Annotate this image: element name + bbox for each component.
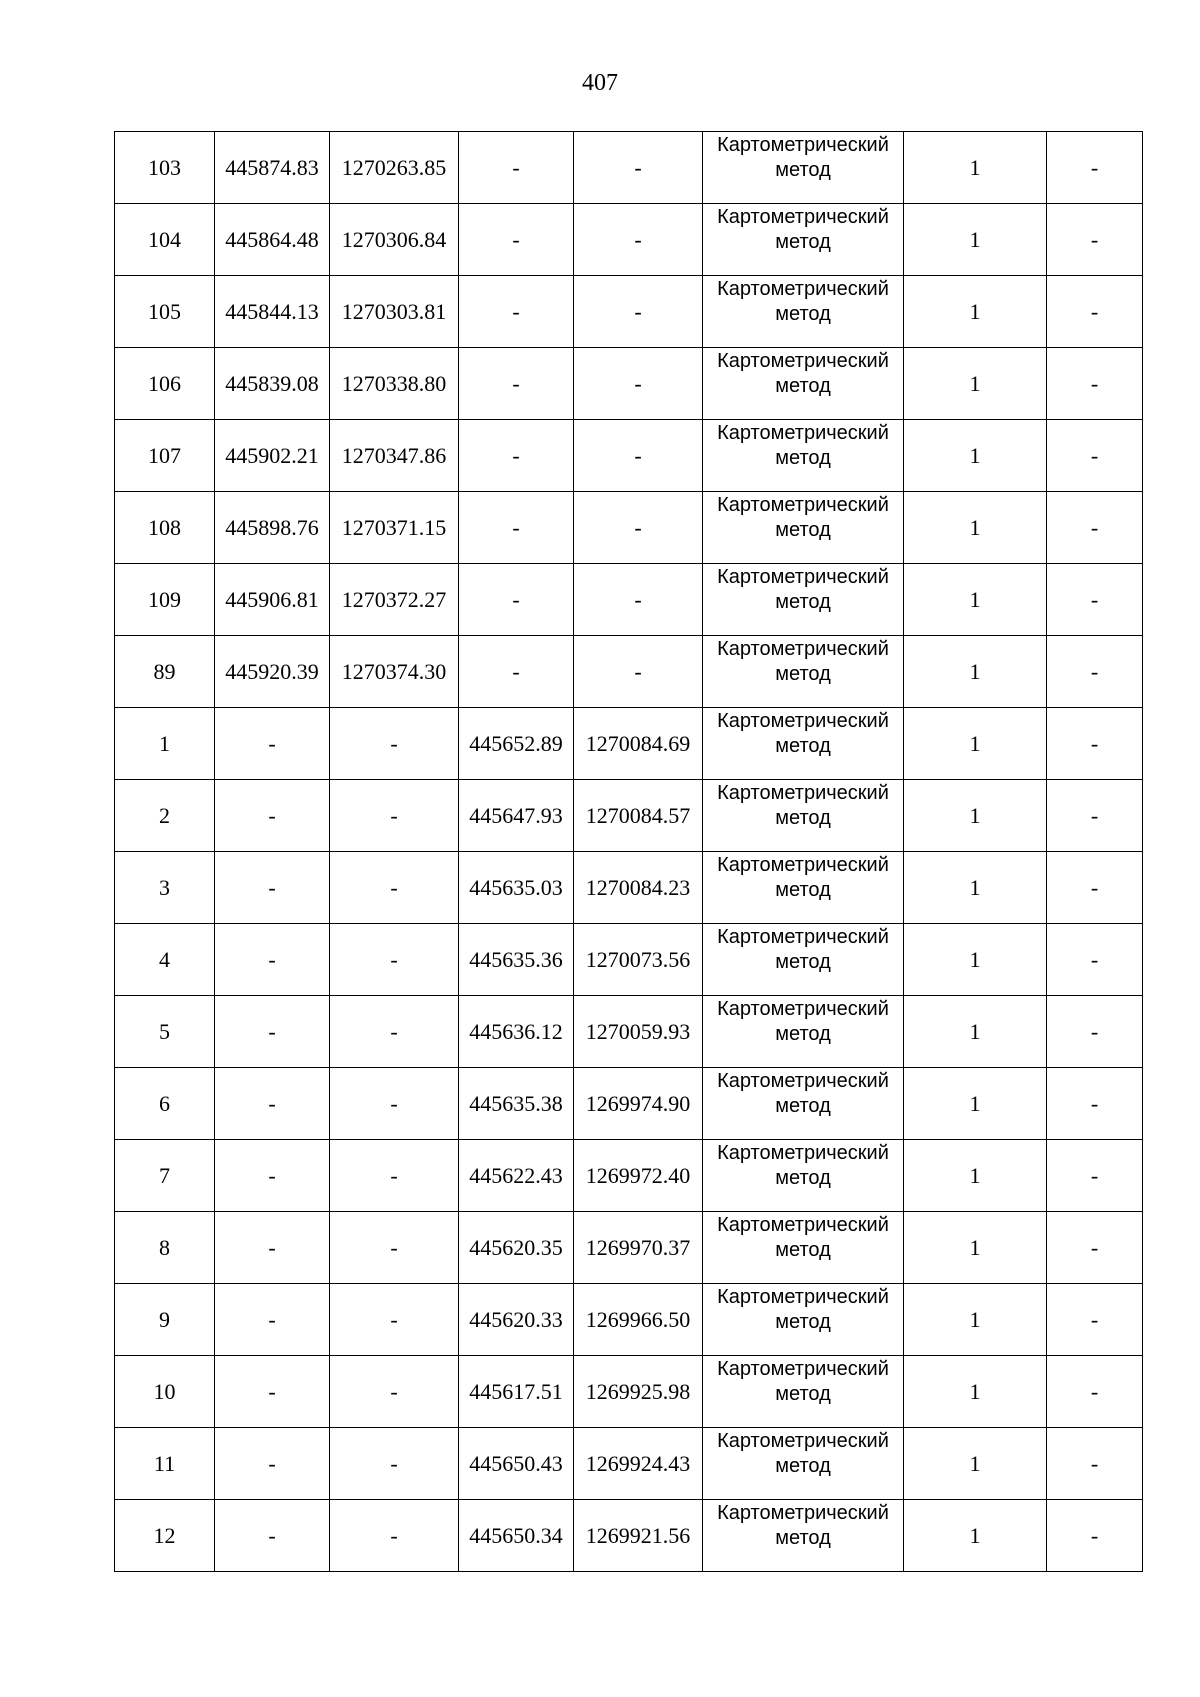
- table-row: [115, 348, 1143, 420]
- y-existing-cell: -: [330, 1068, 459, 1140]
- x-existing-cell: -: [215, 1140, 330, 1212]
- point-number-cell: 6: [115, 1068, 215, 1140]
- table-row: [115, 852, 1143, 924]
- accuracy-cell: 1: [904, 1212, 1047, 1284]
- x-existing-cell: -: [215, 924, 330, 996]
- note-cell: -: [1047, 420, 1143, 492]
- accuracy-cell: 1: [904, 132, 1047, 204]
- method-line-1: Картометрический: [717, 1214, 889, 1236]
- point-number-cell: 106: [115, 348, 215, 420]
- method-line-2: метод: [775, 303, 831, 325]
- point-number-cell: 4: [115, 924, 215, 996]
- y-new-cell: -: [574, 276, 703, 348]
- y-existing-cell: 1270338.80: [330, 348, 459, 420]
- note-cell: -: [1047, 492, 1143, 564]
- method-line-1: Картометрический: [717, 782, 889, 804]
- table-row: [115, 276, 1143, 348]
- note-cell: -: [1047, 636, 1143, 708]
- x-new-cell: 445650.34: [459, 1500, 574, 1572]
- table-row: [115, 636, 1143, 708]
- method-cell: [703, 1068, 904, 1140]
- x-new-cell: -: [459, 564, 574, 636]
- method-line-1: Картометрический: [717, 710, 889, 732]
- note-cell: -: [1047, 1428, 1143, 1500]
- note-cell: -: [1047, 1068, 1143, 1140]
- x-new-cell: 445617.51: [459, 1356, 574, 1428]
- table-row: [115, 1500, 1143, 1572]
- table-body: [115, 132, 1143, 1572]
- x-existing-cell: 445920.39: [215, 636, 330, 708]
- accuracy-cell: 1: [904, 708, 1047, 780]
- y-new-cell: 1270084.23: [574, 852, 703, 924]
- y-existing-cell: 1270303.81: [330, 276, 459, 348]
- method-line-2: метод: [775, 663, 831, 685]
- point-number-cell: 108: [115, 492, 215, 564]
- method-cell: [703, 492, 904, 564]
- method-line-2: метод: [775, 231, 831, 253]
- accuracy-cell: 1: [904, 1356, 1047, 1428]
- y-existing-cell: -: [330, 852, 459, 924]
- method-line-2: метод: [775, 1167, 831, 1189]
- point-number-cell: 105: [115, 276, 215, 348]
- note-cell: -: [1047, 852, 1143, 924]
- point-number-cell: 109: [115, 564, 215, 636]
- y-new-cell: 1270059.93: [574, 996, 703, 1068]
- point-number-cell: 103: [115, 132, 215, 204]
- y-existing-cell: -: [330, 924, 459, 996]
- method-line-1: Картометрический: [717, 1070, 889, 1092]
- method-line-2: метод: [775, 879, 831, 901]
- method-cell: [703, 1140, 904, 1212]
- accuracy-cell: 1: [904, 924, 1047, 996]
- note-cell: -: [1047, 996, 1143, 1068]
- point-number-cell: 1: [115, 708, 215, 780]
- y-existing-cell: -: [330, 1284, 459, 1356]
- x-existing-cell: -: [215, 1068, 330, 1140]
- y-new-cell: 1270084.69: [574, 708, 703, 780]
- note-cell: -: [1047, 1212, 1143, 1284]
- x-new-cell: -: [459, 204, 574, 276]
- table-row: [115, 1356, 1143, 1428]
- method-line-2: метод: [775, 591, 831, 613]
- method-cell: [703, 780, 904, 852]
- point-number-cell: 12: [115, 1500, 215, 1572]
- method-line-2: метод: [775, 1311, 831, 1333]
- note-cell: -: [1047, 1284, 1143, 1356]
- method-line-1: Картометрический: [717, 998, 889, 1020]
- x-existing-cell: 445844.13: [215, 276, 330, 348]
- point-number-cell: 7: [115, 1140, 215, 1212]
- y-existing-cell: -: [330, 1500, 459, 1572]
- point-number-cell: 5: [115, 996, 215, 1068]
- y-new-cell: -: [574, 348, 703, 420]
- method-line-2: метод: [775, 375, 831, 397]
- note-cell: -: [1047, 348, 1143, 420]
- note-cell: -: [1047, 132, 1143, 204]
- method-cell: [703, 636, 904, 708]
- method-line-1: Картометрический: [717, 926, 889, 948]
- method-line-2: метод: [775, 951, 831, 973]
- method-line-2: метод: [775, 1023, 831, 1045]
- table-row: [115, 204, 1143, 276]
- method-cell: [703, 348, 904, 420]
- method-line-1: Картометрический: [717, 494, 889, 516]
- method-line-2: метод: [775, 447, 831, 469]
- y-existing-cell: -: [330, 996, 459, 1068]
- y-existing-cell: -: [330, 1356, 459, 1428]
- method-cell: [703, 132, 904, 204]
- point-number-cell: 107: [115, 420, 215, 492]
- accuracy-cell: 1: [904, 1284, 1047, 1356]
- method-cell: [703, 1212, 904, 1284]
- accuracy-cell: 1: [904, 348, 1047, 420]
- table-row: [115, 708, 1143, 780]
- y-new-cell: -: [574, 420, 703, 492]
- x-new-cell: 445635.03: [459, 852, 574, 924]
- point-number-cell: 3: [115, 852, 215, 924]
- x-new-cell: -: [459, 348, 574, 420]
- accuracy-cell: 1: [904, 420, 1047, 492]
- y-new-cell: 1269970.37: [574, 1212, 703, 1284]
- x-existing-cell: -: [215, 1428, 330, 1500]
- accuracy-cell: 1: [904, 1500, 1047, 1572]
- y-new-cell: 1269925.98: [574, 1356, 703, 1428]
- note-cell: -: [1047, 1356, 1143, 1428]
- accuracy-cell: 1: [904, 564, 1047, 636]
- x-new-cell: -: [459, 132, 574, 204]
- method-line-1: Картометрический: [717, 566, 889, 588]
- method-cell: [703, 564, 904, 636]
- x-existing-cell: -: [215, 852, 330, 924]
- table-row: [115, 780, 1143, 852]
- x-existing-cell: -: [215, 780, 330, 852]
- x-new-cell: 445636.12: [459, 996, 574, 1068]
- y-new-cell: 1269974.90: [574, 1068, 703, 1140]
- method-line-2: метод: [775, 1455, 831, 1477]
- method-cell: [703, 1500, 904, 1572]
- accuracy-cell: 1: [904, 636, 1047, 708]
- method-line-1: Картометрический: [717, 134, 889, 156]
- table-row: [115, 564, 1143, 636]
- point-number-cell: 89: [115, 636, 215, 708]
- y-existing-cell: 1270372.27: [330, 564, 459, 636]
- method-line-1: Картометрический: [717, 1430, 889, 1452]
- x-existing-cell: -: [215, 1284, 330, 1356]
- x-existing-cell: -: [215, 1356, 330, 1428]
- y-new-cell: 1269972.40: [574, 1140, 703, 1212]
- method-line-1: Картометрический: [717, 1502, 889, 1524]
- method-line-2: метод: [775, 1239, 831, 1261]
- x-new-cell: 445652.89: [459, 708, 574, 780]
- y-new-cell: -: [574, 636, 703, 708]
- method-line-2: метод: [775, 1095, 831, 1117]
- accuracy-cell: 1: [904, 492, 1047, 564]
- x-existing-cell: 445839.08: [215, 348, 330, 420]
- page-number: 407: [582, 70, 618, 96]
- method-line-1: Картометрический: [717, 1142, 889, 1164]
- method-cell: [703, 852, 904, 924]
- method-line-2: метод: [775, 807, 831, 829]
- accuracy-cell: 1: [904, 852, 1047, 924]
- y-new-cell: -: [574, 132, 703, 204]
- x-new-cell: 445620.33: [459, 1284, 574, 1356]
- x-existing-cell: 445902.21: [215, 420, 330, 492]
- point-number-cell: 8: [115, 1212, 215, 1284]
- method-line-1: Картометрический: [717, 278, 889, 300]
- point-number-cell: 104: [115, 204, 215, 276]
- y-new-cell: -: [574, 564, 703, 636]
- x-new-cell: 445620.35: [459, 1212, 574, 1284]
- x-existing-cell: -: [215, 996, 330, 1068]
- y-existing-cell: 1270347.86: [330, 420, 459, 492]
- x-existing-cell: 445906.81: [215, 564, 330, 636]
- method-line-1: Картометрический: [717, 422, 889, 444]
- accuracy-cell: 1: [904, 780, 1047, 852]
- x-new-cell: 445647.93: [459, 780, 574, 852]
- x-new-cell: 445635.38: [459, 1068, 574, 1140]
- accuracy-cell: 1: [904, 1068, 1047, 1140]
- y-new-cell: 1269966.50: [574, 1284, 703, 1356]
- table-row: [115, 1284, 1143, 1356]
- table-row: [115, 1140, 1143, 1212]
- point-number-cell: 2: [115, 780, 215, 852]
- x-new-cell: -: [459, 492, 574, 564]
- method-cell: [703, 1356, 904, 1428]
- y-existing-cell: 1270263.85: [330, 132, 459, 204]
- method-line-1: Картометрический: [717, 638, 889, 660]
- method-line-2: метод: [775, 1383, 831, 1405]
- method-cell: [703, 276, 904, 348]
- x-new-cell: -: [459, 276, 574, 348]
- note-cell: -: [1047, 564, 1143, 636]
- y-new-cell: 1269924.43: [574, 1428, 703, 1500]
- method-line-2: метод: [775, 1527, 831, 1549]
- table-row: [115, 1428, 1143, 1500]
- method-cell: [703, 420, 904, 492]
- note-cell: -: [1047, 1140, 1143, 1212]
- note-cell: -: [1047, 1500, 1143, 1572]
- note-cell: -: [1047, 780, 1143, 852]
- y-new-cell: 1270084.57: [574, 780, 703, 852]
- method-line-2: метод: [775, 735, 831, 757]
- method-cell: [703, 708, 904, 780]
- x-existing-cell: 445898.76: [215, 492, 330, 564]
- accuracy-cell: 1: [904, 996, 1047, 1068]
- point-number-cell: 9: [115, 1284, 215, 1356]
- table-row: [115, 924, 1143, 996]
- x-existing-cell: -: [215, 708, 330, 780]
- coordinates-table: [114, 131, 1143, 1572]
- y-new-cell: 1269921.56: [574, 1500, 703, 1572]
- method-line-2: метод: [775, 519, 831, 541]
- method-cell: [703, 996, 904, 1068]
- note-cell: -: [1047, 204, 1143, 276]
- table-row: [115, 1068, 1143, 1140]
- y-existing-cell: -: [330, 1140, 459, 1212]
- method-cell: [703, 1428, 904, 1500]
- x-existing-cell: -: [215, 1500, 330, 1572]
- accuracy-cell: 1: [904, 1140, 1047, 1212]
- x-existing-cell: -: [215, 1212, 330, 1284]
- x-new-cell: 445650.43: [459, 1428, 574, 1500]
- table-row: [115, 1212, 1143, 1284]
- x-new-cell: 445622.43: [459, 1140, 574, 1212]
- note-cell: -: [1047, 924, 1143, 996]
- y-existing-cell: -: [330, 1212, 459, 1284]
- method-cell: [703, 1284, 904, 1356]
- x-existing-cell: 445864.48: [215, 204, 330, 276]
- y-new-cell: -: [574, 204, 703, 276]
- method-cell: [703, 924, 904, 996]
- method-line-1: Картометрический: [717, 350, 889, 372]
- x-existing-cell: 445874.83: [215, 132, 330, 204]
- note-cell: -: [1047, 276, 1143, 348]
- table-row: [115, 492, 1143, 564]
- y-existing-cell: -: [330, 708, 459, 780]
- method-line-1: Картометрический: [717, 206, 889, 228]
- note-cell: -: [1047, 708, 1143, 780]
- method-line-1: Картометрический: [717, 854, 889, 876]
- y-existing-cell: 1270374.30: [330, 636, 459, 708]
- method-line-2: метод: [775, 159, 831, 181]
- method-cell: [703, 204, 904, 276]
- y-existing-cell: -: [330, 780, 459, 852]
- y-existing-cell: -: [330, 1428, 459, 1500]
- accuracy-cell: 1: [904, 204, 1047, 276]
- point-number-cell: 11: [115, 1428, 215, 1500]
- table-row: [115, 996, 1143, 1068]
- table-row: [115, 132, 1143, 204]
- y-new-cell: 1270073.56: [574, 924, 703, 996]
- x-new-cell: -: [459, 420, 574, 492]
- method-line-1: Картометрический: [717, 1358, 889, 1380]
- accuracy-cell: 1: [904, 276, 1047, 348]
- y-new-cell: -: [574, 492, 703, 564]
- x-new-cell: 445635.36: [459, 924, 574, 996]
- y-existing-cell: 1270306.84: [330, 204, 459, 276]
- table-row: [115, 420, 1143, 492]
- accuracy-cell: 1: [904, 1428, 1047, 1500]
- y-existing-cell: 1270371.15: [330, 492, 459, 564]
- x-new-cell: -: [459, 636, 574, 708]
- method-line-1: Картометрический: [717, 1286, 889, 1308]
- point-number-cell: 10: [115, 1356, 215, 1428]
